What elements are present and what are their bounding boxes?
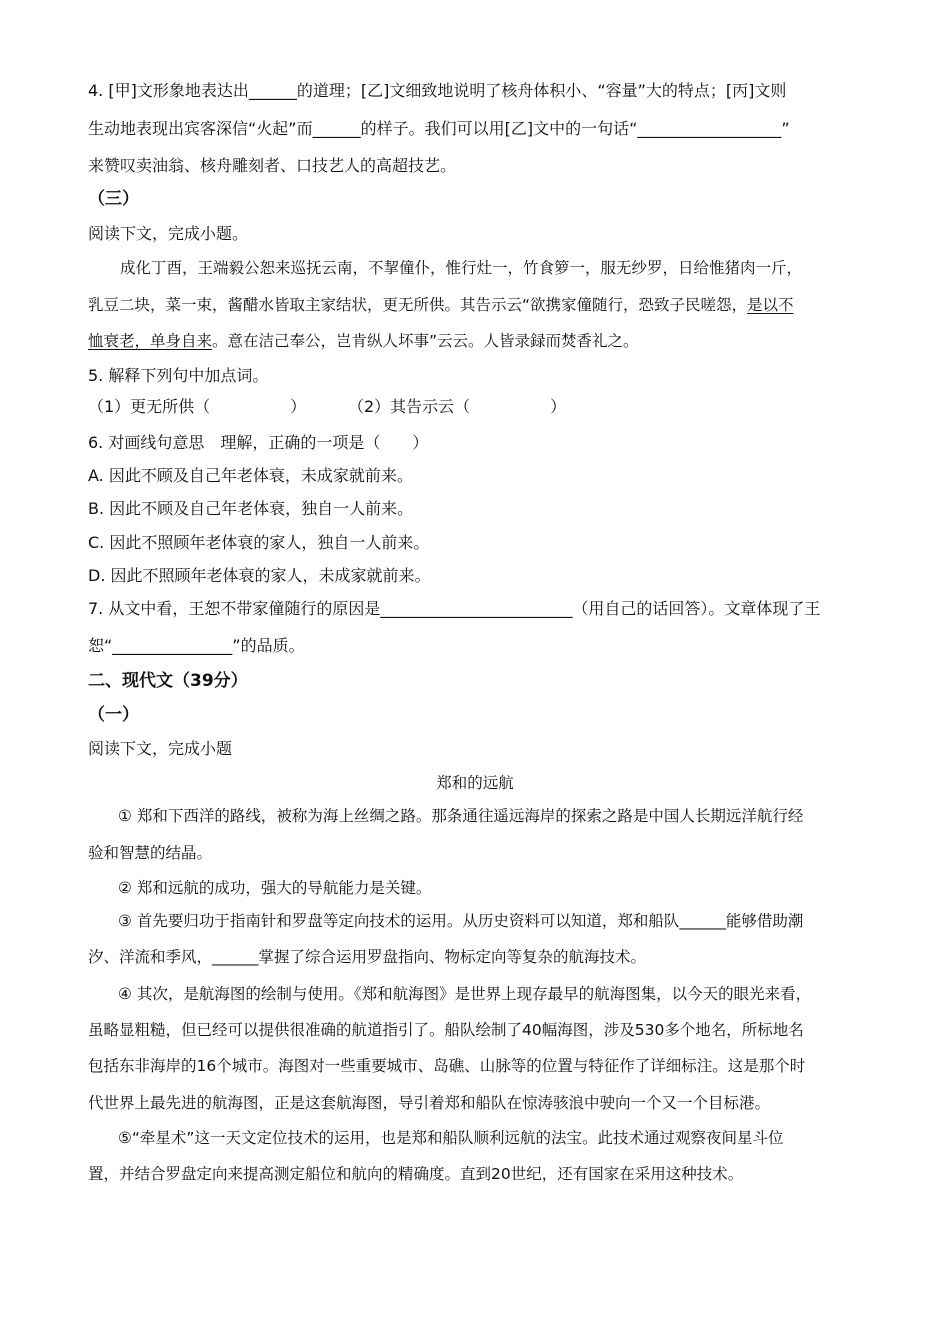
part-2-instruction: 阅读下文，完成小题 [88, 739, 233, 758]
p4-line-1: ④ 其次，是航海图的绘制与使用。《郑和航海图》是世界上现存最早的航海图集，以今天的眼光来看， [118, 985, 812, 1003]
q5-item-1: （1）更无所供（ ） [88, 397, 307, 416]
q6-option-c: C. 因此不照顾年老体衰的家人，独自一人前来。 [88, 533, 430, 552]
p5-line-1: ⑤“牵星术”这一天文定位技术的运用，也是郑和船队顺利远航的法宝。此技术通过观察夜间星斗位 [118, 1129, 784, 1147]
p3-line-1: ③ 首先要归功于指南针和罗盘等定向技术的运用。从历史资料可以知道，郑和船队______能够借助潮 [118, 912, 804, 930]
passage-line-3-text: 。意在洁己奉公，岂肯纵人坏事”云云。人皆录録而焚香礼之。 [212, 332, 639, 350]
p1-line-2: 验和智慧的结晶。 [88, 844, 213, 862]
article-title: 郑和的远航 [436, 774, 514, 792]
q7-line-1: 7. 从文中看，王恕不带家僮随行的原因是________________________（用自己的话回答）。文章体现了王 [88, 599, 821, 618]
passage-line-2 [88, 294, 794, 316]
passage-underlined-end: 恤衰老，单身自来 [88, 332, 213, 350]
passage-line-1: 成化丁酉，王端毅公恕来巡抚云南，不挈僮仆，惟行灶一，竹食箩一，服无纱罗，日给惟猪肉一斤， [120, 259, 803, 277]
p1-line-1: ① 郑和下西洋的路线，被称为海上丝绸之路。那条通往遥远海岸的探索之路是中国人长期远洋航行经 [118, 807, 804, 825]
q4-line-3: 来赞叹卖油翁、核舟雕刻者、口技艺人的高超技艺。 [88, 156, 457, 175]
q4-line-2: 生动地表现出宾客深信“火起”而______的样子。我们可以用[乙]文中的一句话“__________________” [88, 119, 790, 138]
q6-option-a: A. 因此不顾及自己年老体衰，未成家就前来。 [88, 466, 413, 485]
passage-underlined-start: 是以不 [747, 296, 794, 314]
part-2-sub-heading: （一） [88, 705, 139, 725]
passage-line-2-text: 乳豆二块，菜一束，酱醋水皆取主家结状，更无所供。其告示云“欲携家僮随行，恐致子民嗟怨， [88, 296, 748, 314]
q5-item-2: （2）其告示云（ ） [348, 397, 567, 416]
p5-line-2: 置，并结合罗盘定向来提高测定船位和航向的精确度。直到20世纪，还有国家在采用这种技术。 [88, 1165, 744, 1183]
passage-line-3 [88, 330, 639, 352]
section-3-instruction: 阅读下文，完成小题。 [88, 224, 249, 243]
p4-line-4: 代世界上最先进的航海图，正是这套航海图，导引着郑和船队在惊涛骇浪中驶向一个又一个目标港。 [88, 1094, 771, 1112]
section-3-heading: （三） [88, 189, 139, 209]
p4-line-3: 包括东非海岸的16个城市。海图对一些重要城市、岛礁、山脉等的位置与特征作了详细标注。这是那个时 [88, 1057, 806, 1075]
p4-line-2: 虽略显粗糙，但已经可以提供很准确的航道指引了。船队绘制了40幅海图，涉及530多个地名，所标地名 [88, 1021, 804, 1039]
q4-line-1: 4. [甲]文形象地表达出______的道理；[乙]文细致地说明了核舟体积小、“容量”大的特点；[丙]文则 [88, 81, 787, 100]
p2-line-1: ② 郑和远航的成功，强大的导航能力是关键。 [118, 879, 432, 897]
q6-option-d: D. 因此不照顾年老体衰的家人，未成家就前来。 [88, 566, 431, 585]
q5-stem: 5. 解释下列句中加点词。 [88, 366, 269, 385]
q6-stem: 6. 对画线句意思 理解，正确的一项是（ ） [88, 433, 429, 452]
part-2-heading: 二、现代文（39分） [88, 671, 248, 691]
p3-line-2: 汐、洋流和季风，______掌握了综合运用罗盘指向、物标定向等复杂的航海技术。 [88, 948, 647, 966]
q7-line-2: 恕“_______________”的品质。 [88, 636, 305, 655]
q6-option-b: B. 因此不顾及自己年老体衰，独自一人前来。 [88, 499, 414, 518]
